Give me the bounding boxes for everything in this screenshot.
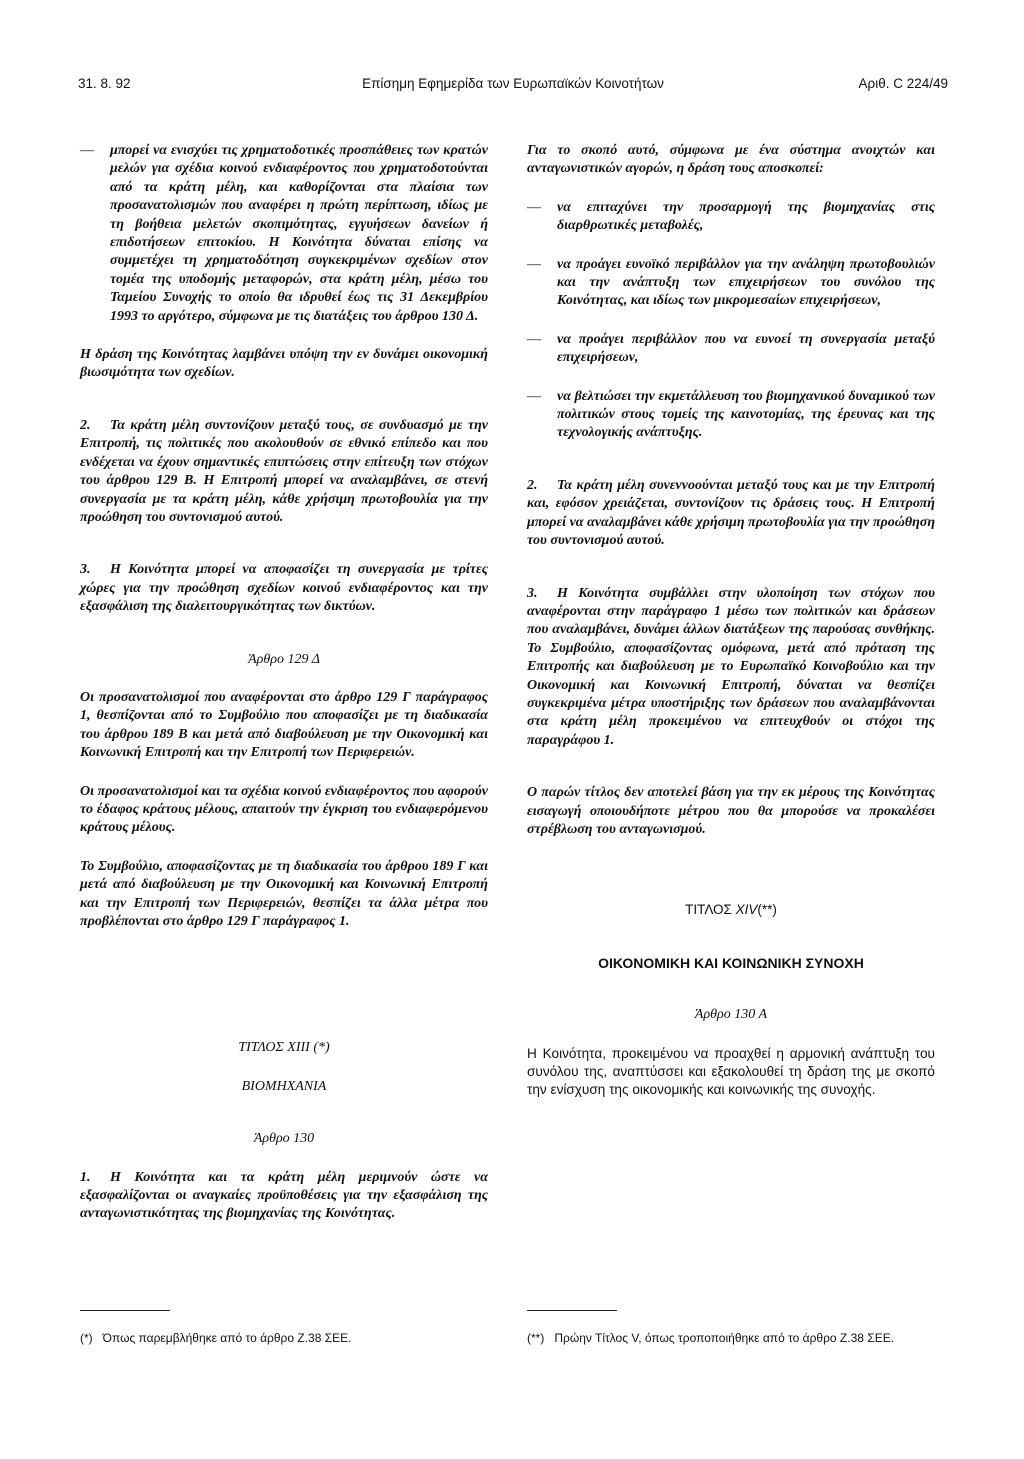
list-item-text: να προάγει περιβάλλον που να ευνοεί τη συνεργασία μεταξύ επιχειρήσεων, [557,331,935,366]
footnote-mark: (*) [80,1331,93,1345]
article-129d-paragraph-2: Οι προσανατολισμοί και τα σχέδια κοινού ενδιαφέροντος που αφορούν το έδαφος κράτους μέλους, απαιτούν την έγκριση του ενδιαφερόμενου κράτους μέλους. [80,783,488,836]
footnote-text: Όπως παρεμβλήθηκε από το άρθρο Ζ.38 ΣΕΕ. [102,1331,352,1345]
article-130-paragraph-1 [80,1169,488,1224]
list-item [80,142,488,326]
title-14-heading [527,901,935,919]
list-item [527,388,935,443]
article-130a-paragraph-1: Η Κοινότητα, προκειμένου να προαχθεί η αρμονική ανάπτυξη του συνόλου της, αναπτύσσει και εξακολουθεί τη δράση της με σκοπό την ενίσχυση της οικονομικής και κοινωνικής της συνοχής. [527,1045,935,1098]
intro-paragraph: Για το σκοπό αυτό, σύμφωνα με ένα σύστημα ανοιχτών και ανταγωνιστικών αγορών, η δράση τους αποσκοπεί: [527,143,935,177]
list-item-text: μπορεί να ενισχύει τις χρηματοδοτικές προσπάθειες των κρατών μελών για σχέδια κοινού ενδιαφέροντος που χρηματοδοτούνται από τα κράτη μέλη, και καθορίζονται στα πλαίσια των προσανατολισμών που αναφέρει η πρώτη περίπτωση, ιδίως με τη βοήθεια μελετών σκοπιμότητας, εγγυήσεων δανείων ή επιδοτήσεων επιτοκίου. Η Κοινότητα δύναται επίσης να συμμετέχει τη χρηματοδότηση συγκεκριμένων σχεδίων στον τομέα της υποδομής μεταφορών, στα κράτη μέλη, μέσω του Ταμείου Συνοχής το οποίο θα ιδρυθεί έως τις 31 Δεκεμβρίου 1993 το αργότερο, σύμφωνα με τις διατάξεις του άρθρου 130 Δ. [110,143,488,324]
footnote-right [527,1331,894,1345]
list-item [527,199,935,236]
footnote-divider [80,1310,170,1311]
dash-marker: — [527,199,541,215]
paragraph-2 [527,477,935,551]
header-journal-title: Επίσημη Εφημερίδα των Ευρωπαϊκών Κοινοτήτων [362,76,664,91]
footnote-left [80,1331,351,1345]
title-14-name: ΟΙΚΟΝΟΜΙΚΗ ΚΑΙ ΚΟΙΝΩΝΙΚΗ ΣΥΝΟΧΗ [598,954,864,971]
paragraph-text: Η Κοινότητα και τα κράτη μέλη μεριμνούν ώστε να εξασφαλίζονται οι αναγκαίες προϋποθέσεις για την εξασφάλιση της ανταγωνιστικότητας της βιομηχανίας της Κοινότητας. [80,1169,488,1222]
paragraph-number: 2. [527,477,538,493]
paragraph-text: Τα κράτη μέλη συντονίζουν μεταξύ τους, σε συνδυασμό με την Επιτροπή, τις πολιτικές που ακολουθούν σε εθνικό επίπεδο και που ενδέχεται να έχουν σημαντικές επιπτώσεις στην επίτευξη των στόχων του άρθρου 129 Β. Η Επιτροπή μπορεί να αναλαμβάνει, σε στενή συνεργασία με τα κράτη μέλη, κάθε χρήσιμη πρωτοβουλία για την προώθηση του συντονισμού αυτού. [80,417,488,525]
paragraph-number: 3. [80,562,91,578]
list-item-text: να προάγει ευνοϊκό περιβάλλον για την ανάληψη πρωτοβουλιών και την ανάπτυξη των επιχειρήσεων του συνόλου της Κοινότητας, και ιδίως των μικρομεσαίων επιχειρήσεων, [557,256,935,309]
article-129d-paragraph-3: Το Συμβούλιο, αποφασίζοντας με τη διαδικασία του άρθρου 189 Γ και μετά από διαβούλευση με την Οικονομική και Κοινωνική Επιτροπή και την Επιτροπή των Περιφερειών, θεσπίζει τα άλλα μέτρα που προβλέπονται στο άρθρο 129 Γ παράγραφος 1. [80,858,488,929]
right-column [527,142,935,1100]
dash-marker: — [80,143,94,158]
dash-marker: — [527,331,541,347]
paragraph-viability: Η δράση της Κοινότητας λαμβάνει υπόψη την εν δυνάμει οικονομική βιωσιμότητα των σχεδίων. [80,347,488,381]
article-130a-heading: Άρθρο 130 Α [694,1007,768,1023]
dash-marker: — [527,256,541,272]
paragraph-text: Τα κράτη μέλη συνεννοούνται μεταξύ τους και με την Επιτροπή και, εφόσον χρειάζεται, συντονίζουν τις δράσεις τους. Η Επιτροπή μπορεί να αναλαμβάνει κάθε χρήσιμη πρωτοβουλία για την προώθηση του συντονισμού αυτού. [527,477,935,549]
article-129d-heading: Άρθρο 129 Δ [248,651,320,667]
paragraph-text: Η Κοινότητα μπορεί να αποφασίζει τη συνεργασία με τρίτες χώρες για την προώθηση σχεδίων κοινού ενδιαφέροντος και την εξασφάλιση της διαλειτουργικότητας των δικτύων. [80,562,488,615]
page-header [78,76,948,96]
footnote-text: Πρώην Τίτλος V, όπως τροποποιήθηκε από το άρθρο Ζ.38 ΣΕΕ. [554,1331,895,1345]
title-13-name: ΒΙΟΜΗΧΑΝΙΑ [241,1078,327,1094]
list-item [527,331,935,368]
title-13-heading: ΤΙΤΛΟΣ XIII (*) [238,1040,330,1056]
article-129d-paragraph-1: Οι προσανατολισμοί που αναφέρονται στο άρθρο 129 Γ παράγραφος 1, θεσπίζονται από το Συμβούλιο που αποφασίζει με τη διαδικασία του άρθρου 189 Β και μετά από διαβούλευση με την Οικονομική και Κοινωνική Επιτροπή και την Επιτροπή των Περιφερειών. [80,689,488,761]
left-column [80,142,488,1224]
paragraph-3 [527,585,935,751]
article-130-heading: Άρθρο 130 [253,1131,315,1147]
paragraph-number: 1. [80,1169,91,1185]
paragraph-3 [80,561,488,616]
paragraph-number: 2. [80,417,91,433]
header-issue-number: Αριθ. C 224/49 [858,76,948,91]
footnote-mark: (**) [527,1331,545,1345]
paragraph-2 [80,417,488,527]
dash-marker: — [527,388,541,404]
list-item [527,256,935,311]
header-date: 31. 8. 92 [78,76,131,91]
list-item-text: να επιταχύνει την προσαρμογή της βιομηχανίας στις διαρθρωτικές μεταβολές, [557,199,935,234]
paragraph-number: 3. [527,585,538,601]
list-item-text: να βελτιώσει την εκμετάλλευση του βιομηχανικού δυναμικού των πολιτικών στους τομείς της καινοτομίας, της έρευνας και της τεχνολογικής ανάπτυξης. [557,388,935,441]
title-14-prefix: ΤΙΤΛΟΣ [685,902,736,918]
title-14-roman: XIV [735,902,758,918]
footnote-divider [527,1310,617,1311]
title-14-footnote-ref: (**) [757,902,777,918]
paragraph-competition: Ο παρών τίτλος δεν αποτελεί βάση για την εκ μέρους της Κοινότητας εισαγωγή οποιουδήποτε μέτρου που θα μπορούσε να προκαλέσει στρέβλωση του ανταγωνισμού. [527,785,935,837]
paragraph-text: Η Κοινότητα συμβάλλει στην υλοποίηση των στόχων που αναφέρονται στην παράγραφο 1 μέσω των πολιτικών και δράσεων που αναλαμβάνει, δυνάμει άλλων διατάξεων της παρούσας συνθήκης. Το Συμβούλιο, αποφασίζοντας ομόφωνα, μετά από πρόταση της Επιτροπής και διαβούλευση με το Ευρωπαϊκό Κοινοβούλιο και την Οικονομική και Κοινωνική Επιτροπή, δύναται να θεσπίζει συγκεκριμένα μέτρα υποστήριξης των δράσεων που αναλαμβάνονται στα κράτη μέλη προκειμένου να επιτευχθούν οι στόχοι της παραγράφου 1. [527,585,935,748]
